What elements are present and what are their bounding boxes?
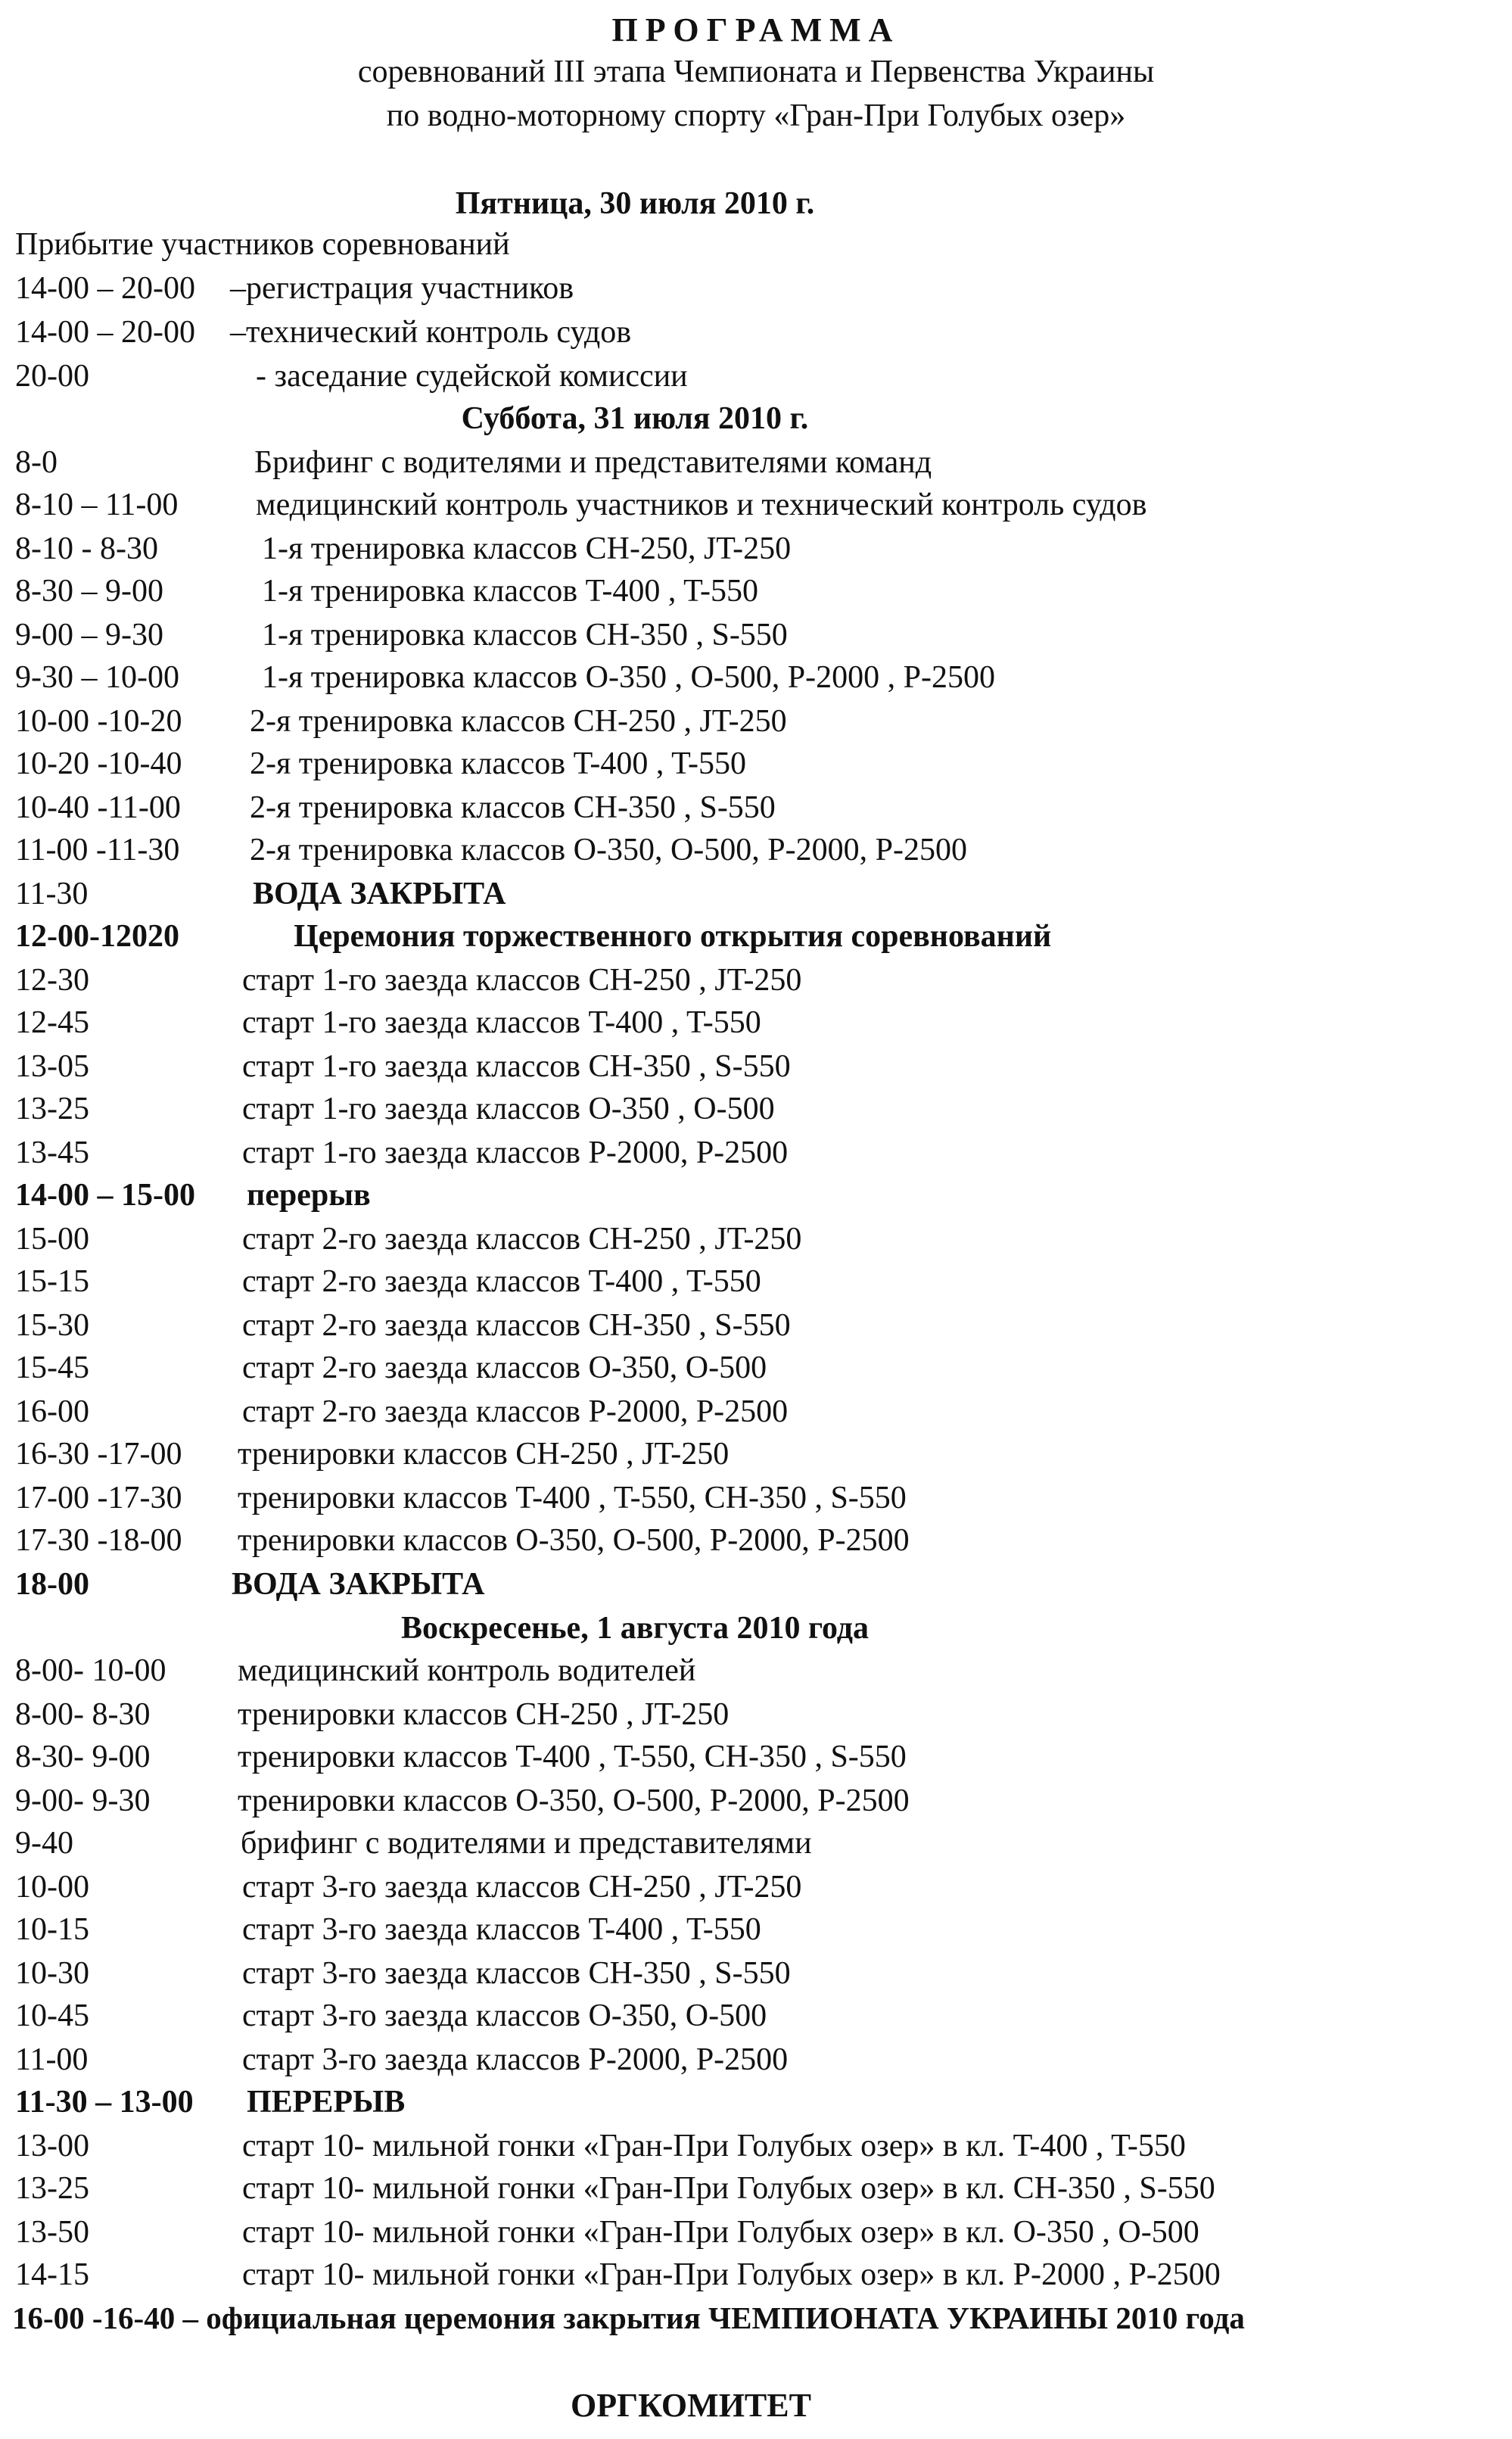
time-cell: 17-00 -17-30 [15, 1481, 182, 1515]
description-cell: тренировки классов O-350, O-500, P-2000, P-2500 [238, 1523, 910, 1558]
time-cell: 10-40 -11-00 [15, 790, 181, 825]
document-subtitle-line2: по водно-моторному спорту «Гран-При Голубых озер» [386, 98, 1126, 133]
time-cell: 8-00- 10-00 [15, 1653, 166, 1688]
description-cell: старт 1-го заезда классов T-400 , T-550 [242, 1005, 761, 1040]
description-cell: старт 2-го заезда классов CH-350 , S-550 [242, 1308, 791, 1343]
description-cell: старт 2-го заезда классов P-2000, P-2500 [242, 1394, 789, 1429]
description-cell: 2-я тренировка классов CH-350 , S-550 [250, 790, 776, 825]
time-cell: 12-00-12020 [15, 919, 179, 954]
day-heading-friday: Пятница, 30 июля 2010 г. [455, 186, 815, 221]
description-cell: тренировки классов CH-250 , JT-250 [238, 1437, 730, 1472]
time-cell: 9-00 – 9-30 [15, 618, 163, 653]
time-cell: 17-30 -18-00 [15, 1523, 182, 1558]
time-cell: 11-30 – 13-00 [15, 2085, 194, 2120]
time-cell: 15-45 [15, 1350, 89, 1385]
time-cell: 10-30 [15, 1956, 89, 1991]
time-cell: 12-30 [15, 963, 89, 998]
description-cell: старт 10- мильной гонки «Гран-При Голубых озер» в кл. CH-350 , S-550 [242, 2171, 1215, 2206]
description-cell: 1-я тренировка классов O-350 , O-500, P-2000 , P-2500 [262, 660, 995, 695]
description-cell: старт 2-го заезда классов CH-250 , JT-250 [242, 1222, 802, 1257]
time-cell: 13-50 [15, 2215, 89, 2250]
time-cell: 13-00 [15, 2129, 89, 2163]
time-cell: 11-30 [15, 877, 89, 911]
description-cell: Церемония торжественного открытия соревнований [294, 919, 1052, 954]
description-cell: старт 3-го заезда классов CH-350 , S-550 [242, 1956, 791, 1991]
description-cell: старт 1-го заезда классов O-350 , O-500 [242, 1092, 775, 1126]
time-cell: 14-15 [15, 2257, 89, 2292]
description-cell: 2-я тренировка классов T-400 , T-550 [250, 746, 746, 781]
description-cell: старт 3-го заезда классов T-400 , T-550 [242, 1912, 761, 1947]
time-cell: 8-30- 9-00 [15, 1740, 151, 1774]
description-cell: старт 10- мильной гонки «Гран-При Голубых озер» в кл. T-400 , T-550 [242, 2129, 1186, 2163]
time-cell: 14-00 – 20-00 [15, 271, 195, 306]
organizing-committee: ОРГКОМИТЕТ [571, 2387, 811, 2424]
description-cell: старт 3-го заезда классов P-2000, P-2500 [242, 2042, 789, 2077]
day-heading-saturday: Суббота, 31 июля 2010 г. [461, 401, 809, 436]
description-cell: ПЕРЕРЫВ [247, 2085, 406, 2120]
time-cell: 8-0 [15, 445, 58, 480]
description-cell: брифинг с водителями и представителями [241, 1826, 812, 1861]
time-cell: 8-00- 8-30 [15, 1697, 151, 1732]
description-cell: тренировки классов CH-250 , JT-250 [238, 1697, 730, 1732]
time-cell: 8-10 – 11-00 [15, 487, 179, 522]
time-cell: 16-30 -17-00 [15, 1437, 182, 1472]
description-cell: - заседание судейской комиссии [256, 359, 688, 394]
description-cell: старт 2-го заезда классов O-350, O-500 [242, 1350, 767, 1385]
description-cell: Брифинг с водителями и представителями команд [254, 445, 932, 480]
description-cell: старт 10- мильной гонки «Гран-При Голубых озер» в кл. O-350 , O-500 [242, 2215, 1199, 2250]
closing-ceremony-line: 16-00 -16-40 – официальная церемония закрытия ЧЕМПИОНАТА УКРАИНЫ 2010 года [12, 2300, 1245, 2335]
time-cell: 11-00 -11-30 [15, 833, 180, 868]
time-cell: 8-10 - 8-30 [15, 531, 158, 566]
description-cell: медицинский контроль участников и технический контроль судов [256, 487, 1147, 522]
time-cell: 14-00 – 15-00 [15, 1178, 195, 1213]
time-cell: 9-30 – 10-00 [15, 660, 179, 695]
time-cell: 11-00 [15, 2042, 89, 2077]
time-cell: 15-00 [15, 1222, 89, 1257]
description-cell: перерыв [247, 1178, 371, 1213]
time-cell: 8-30 – 9-00 [15, 574, 163, 609]
description-cell: тренировки классов T-400 , T-550, CH-350 , S-550 [238, 1740, 907, 1774]
description-cell: медицинский контроль водителей [238, 1653, 696, 1688]
water-closed-label: ВОДА ЗАКРЫТА [232, 1567, 485, 1602]
description-cell: –регистрация участников [230, 271, 574, 306]
time-cell: 10-00 -10-20 [15, 704, 182, 739]
description-cell: старт 1-го заезда классов CH-350 , S-550 [242, 1049, 791, 1084]
document-title: ПРОГРАММА [611, 11, 901, 48]
time-cell: 16-00 [15, 1394, 89, 1429]
time-cell: 10-15 [15, 1912, 89, 1947]
description-cell: старт 1-го заезда классов P-2000, P-2500 [242, 1135, 789, 1170]
time-cell: 9-40 [15, 1826, 73, 1861]
time-cell: 20-00 [15, 359, 89, 394]
description-cell: 1-я тренировка классов CH-350 , S-550 [262, 618, 788, 653]
time-cell: 13-25 [15, 1092, 89, 1126]
description-cell: тренировки классов T-400 , T-550, CH-350 , S-550 [238, 1481, 907, 1515]
description-cell: 2-я тренировка классов CH-250 , JT-250 [250, 704, 787, 739]
time-cell: 13-25 [15, 2171, 89, 2206]
description-cell: 1-я тренировка классов CH-250, JT-250 [262, 531, 792, 566]
time-cell: 13-45 [15, 1135, 89, 1170]
arrival-line: Прибытие участников соревнований [15, 227, 510, 262]
time-cell: 10-45 [15, 1998, 89, 2033]
time-cell: 10-00 [15, 1870, 89, 1905]
time-cell: 15-15 [15, 1264, 89, 1299]
document-subtitle-line1: соревнований III этапа Чемпионата и Первенства Украины [357, 55, 1155, 89]
time-cell: 13-05 [15, 1049, 89, 1084]
day-heading-sunday: Воскресенье, 1 августа 2010 года [400, 1611, 870, 1646]
time-cell: 9-00- 9-30 [15, 1783, 151, 1818]
description-cell: старт 3-го заезда классов O-350, O-500 [242, 1998, 767, 2033]
description-cell: –технический контроль судов [230, 315, 632, 350]
description-cell: 2-я тренировка классов O-350, O-500, P-2000, P-2500 [250, 833, 967, 868]
description-cell: старт 10- мильной гонки «Гран-При Голубых озер» в кл. P-2000 , P-2500 [242, 2257, 1221, 2292]
time-cell: 14-00 – 20-00 [15, 315, 195, 350]
time-cell: 10-20 -10-40 [15, 746, 182, 781]
description-cell: старт 2-го заезда классов T-400 , T-550 [242, 1264, 761, 1299]
time-cell: 15-30 [15, 1308, 89, 1343]
water-closed-label: ВОДА ЗАКРЫТА [253, 877, 506, 911]
time-cell: 12-45 [15, 1005, 89, 1040]
description-cell: старт 3-го заезда классов CH-250 , JT-250 [242, 1870, 802, 1905]
description-cell: тренировки классов O-350, O-500, P-2000, P-2500 [238, 1783, 910, 1818]
description-cell: старт 1-го заезда классов CH-250 , JT-250 [242, 963, 802, 998]
time-cell: 18-00 [15, 1567, 89, 1602]
description-cell: 1-я тренировка классов T-400 , T-550 [262, 574, 758, 609]
